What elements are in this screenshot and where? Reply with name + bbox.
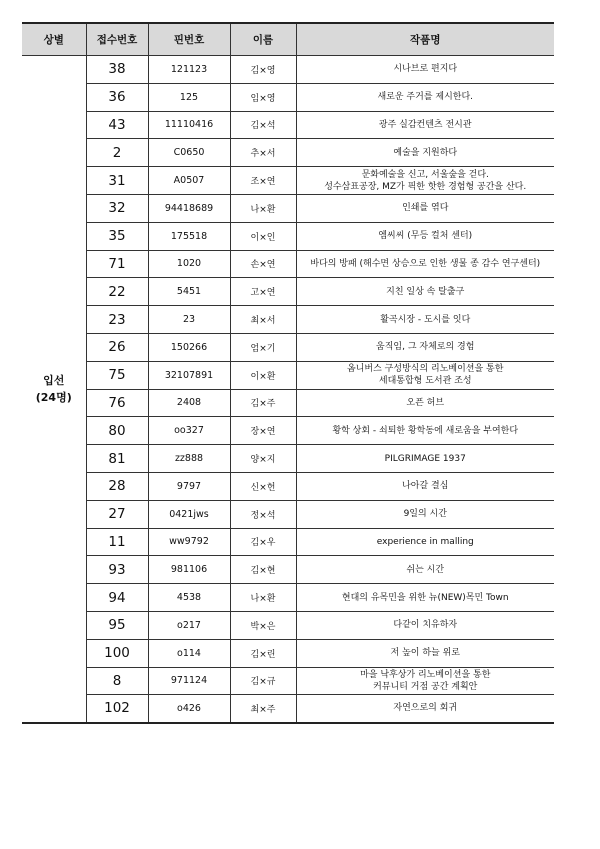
name-cell: 고×연	[230, 278, 296, 306]
name-cell: 신×헌	[230, 472, 296, 500]
work-title-cell	[296, 389, 554, 417]
pin-number-cell: 1020	[148, 250, 230, 278]
work-title-cell	[296, 445, 554, 473]
name-cell: 이×환	[230, 361, 296, 389]
work-title-cell	[296, 639, 554, 667]
pin-number-cell: 971124	[148, 667, 230, 695]
work-title-line: 시나브로 편지다	[393, 64, 458, 75]
entry-number-cell: 71	[86, 250, 148, 278]
work-title-cell	[296, 250, 554, 278]
table-row	[22, 584, 554, 612]
header-row	[22, 23, 554, 56]
work-title-line: 옴니버스 구성방식의 리노베이션을 통한	[347, 364, 504, 375]
pin-number-cell: A0507	[148, 167, 230, 195]
pin-number-cell: o217	[148, 611, 230, 639]
table-row	[22, 139, 554, 167]
table-row	[22, 417, 554, 445]
award-label: 입선	[43, 373, 65, 387]
table-row	[22, 445, 554, 473]
pin-number-cell: 5451	[148, 278, 230, 306]
pin-number-cell: 121123	[148, 56, 230, 84]
entry-number-cell: 26	[86, 333, 148, 361]
name-cell: 장×연	[230, 417, 296, 445]
work-title-line: 다같이 치유하자	[393, 620, 458, 631]
work-title-cell	[296, 556, 554, 584]
entry-number-cell: 100	[86, 639, 148, 667]
name-cell: 김×영	[230, 56, 296, 84]
work-title-cell	[296, 139, 554, 167]
entry-number-cell: 27	[86, 500, 148, 528]
results-table	[22, 22, 554, 724]
award-count: (24명)	[35, 390, 72, 404]
name-cell: 최×서	[230, 306, 296, 334]
name-cell: 김×린	[230, 639, 296, 667]
name-cell: 엄×기	[230, 333, 296, 361]
pin-number-cell: ww9792	[148, 528, 230, 556]
entry-number-cell: 28	[86, 472, 148, 500]
work-title-cell	[296, 222, 554, 250]
work-title-cell	[296, 500, 554, 528]
name-cell: 조×연	[230, 167, 296, 195]
pin-number-cell: o114	[148, 639, 230, 667]
entry-number-cell: 80	[86, 417, 148, 445]
work-title-line: 쉬는 시간	[406, 564, 445, 575]
entry-number-cell: 31	[86, 167, 148, 195]
work-title-line: 9일의 시간	[403, 509, 447, 520]
table-row	[22, 556, 554, 584]
award-group-cell	[22, 56, 86, 723]
entry-number-cell: 94	[86, 584, 148, 612]
work-title-line: 광주 실감컨텐츠 전시관	[378, 119, 472, 130]
work-title-line: 문화예술을 신고, 서울숲을 걷다.	[361, 169, 489, 180]
work-title-cell	[296, 278, 554, 306]
table-row	[22, 278, 554, 306]
work-title-cell	[296, 695, 554, 723]
work-title-line: PILGRIMAGE 1937	[384, 453, 466, 464]
entry-number-cell: 23	[86, 306, 148, 334]
work-title-cell	[296, 472, 554, 500]
pin-number-cell: 4538	[148, 584, 230, 612]
work-title-line: 마을 낙후상가 리노베이션을 통한	[360, 669, 491, 680]
work-title-line: 새로운 주거를 제시한다.	[377, 92, 474, 103]
name-cell: 임×영	[230, 83, 296, 111]
work-title-cell	[296, 56, 554, 84]
name-cell: 김×우	[230, 528, 296, 556]
table-row	[22, 56, 554, 84]
pin-number-cell: 2408	[148, 389, 230, 417]
table-row	[22, 306, 554, 334]
pin-number-cell: 11110416	[148, 111, 230, 139]
header-entry-number: 접수번호	[86, 23, 148, 56]
name-cell: 김×현	[230, 556, 296, 584]
work-title-line: 인쇄를 엮다	[402, 203, 449, 214]
pin-number-cell: C0650	[148, 139, 230, 167]
table-row	[22, 639, 554, 667]
work-title-cell	[296, 83, 554, 111]
work-title-line: 바다의 방패 (해수면 상승으로 인한 생물 종 감수 연구센터)	[310, 258, 541, 269]
work-title-cell	[296, 417, 554, 445]
name-cell: 김×규	[230, 667, 296, 695]
work-title-cell	[296, 111, 554, 139]
entry-number-cell: 2	[86, 139, 148, 167]
table-row	[22, 667, 554, 695]
entry-number-cell: 36	[86, 83, 148, 111]
work-title-cell	[296, 584, 554, 612]
work-title-line: 엠씨씨 (무등 컬처 센터)	[378, 231, 473, 242]
entry-number-cell: 22	[86, 278, 148, 306]
entry-number-cell: 8	[86, 667, 148, 695]
pin-number-cell: o426	[148, 695, 230, 723]
work-title-line: 나아갈 결심	[402, 481, 449, 492]
pin-number-cell: 32107891	[148, 361, 230, 389]
work-title-line: 현대의 유목민을 위한 뉴(NEW)목민 Town	[341, 592, 509, 603]
entry-number-cell: 32	[86, 194, 148, 222]
table-row	[22, 695, 554, 723]
name-cell: 김×석	[230, 111, 296, 139]
table-row	[22, 333, 554, 361]
entry-number-cell: 35	[86, 222, 148, 250]
table-row	[22, 361, 554, 389]
work-title-cell	[296, 306, 554, 334]
table-row	[22, 472, 554, 500]
name-cell: 정×석	[230, 500, 296, 528]
table-row	[22, 83, 554, 111]
work-title-line: 커뮤니티 거점 공간 계획안	[373, 681, 478, 692]
entry-number-cell: 95	[86, 611, 148, 639]
pin-number-cell: 981106	[148, 556, 230, 584]
table-row	[22, 222, 554, 250]
header-pin-number: 핀번호	[148, 23, 230, 56]
work-title-cell	[296, 194, 554, 222]
table-row	[22, 611, 554, 639]
name-cell: 손×연	[230, 250, 296, 278]
entry-number-cell: 81	[86, 445, 148, 473]
name-cell: 나×환	[230, 584, 296, 612]
work-title-line: 자연으로의 회귀	[393, 703, 458, 714]
table-row	[22, 389, 554, 417]
entry-number-cell: 93	[86, 556, 148, 584]
pin-number-cell: 23	[148, 306, 230, 334]
table-body	[22, 56, 554, 723]
work-title-cell	[296, 528, 554, 556]
work-title-line: 예술을 지원하다	[393, 147, 458, 158]
work-title-cell	[296, 167, 554, 195]
entry-number-cell: 75	[86, 361, 148, 389]
table-row	[22, 194, 554, 222]
name-cell: 김×주	[230, 389, 296, 417]
name-cell: 양×지	[230, 445, 296, 473]
work-title-line: experience in malling	[376, 536, 474, 547]
pin-number-cell: 0421jws	[148, 500, 230, 528]
work-title-line: 오픈 허브	[406, 397, 445, 408]
name-cell: 박×은	[230, 611, 296, 639]
table-row	[22, 528, 554, 556]
header-award: 상별	[22, 23, 86, 56]
work-title-cell	[296, 361, 554, 389]
table-row	[22, 111, 554, 139]
table-row	[22, 250, 554, 278]
pin-number-cell: 150266	[148, 333, 230, 361]
pin-number-cell: oo327	[148, 417, 230, 445]
entry-number-cell: 43	[86, 111, 148, 139]
name-cell: 이×인	[230, 222, 296, 250]
name-cell: 최×주	[230, 695, 296, 723]
entry-number-cell: 11	[86, 528, 148, 556]
header-work-title: 작품명	[296, 23, 554, 56]
work-title-cell	[296, 333, 554, 361]
header-name: 이름	[230, 23, 296, 56]
pin-number-cell: 9797	[148, 472, 230, 500]
work-title-line: 성수삼표공장, MZ가 픽한 핫한 경험형 공간을 산다.	[324, 181, 527, 192]
pin-number-cell: 94418689	[148, 194, 230, 222]
work-title-line: 활곡시장 - 도시를 잇다	[380, 314, 471, 325]
work-title-cell	[296, 667, 554, 695]
pin-number-cell: zz888	[148, 445, 230, 473]
work-title-cell	[296, 611, 554, 639]
work-title-line: 세대통합형 도서관 조성	[378, 376, 472, 387]
pin-number-cell: 175518	[148, 222, 230, 250]
work-title-line: 움직임, 그 자체로의 경험	[376, 342, 475, 353]
work-title-line: 저 높이 하늘 위로	[390, 648, 460, 659]
table-row	[22, 500, 554, 528]
work-title-line: 지친 일상 속 탈출구	[386, 286, 465, 297]
work-title-line: 황학 상회 - 쇠퇴한 황학동에 새로움을 부여한다	[332, 425, 519, 436]
entry-number-cell: 102	[86, 695, 148, 723]
name-cell: 추×서	[230, 139, 296, 167]
pin-number-cell: 125	[148, 83, 230, 111]
table-row	[22, 167, 554, 195]
entry-number-cell: 76	[86, 389, 148, 417]
name-cell: 나×환	[230, 194, 296, 222]
entry-number-cell: 38	[86, 56, 148, 84]
